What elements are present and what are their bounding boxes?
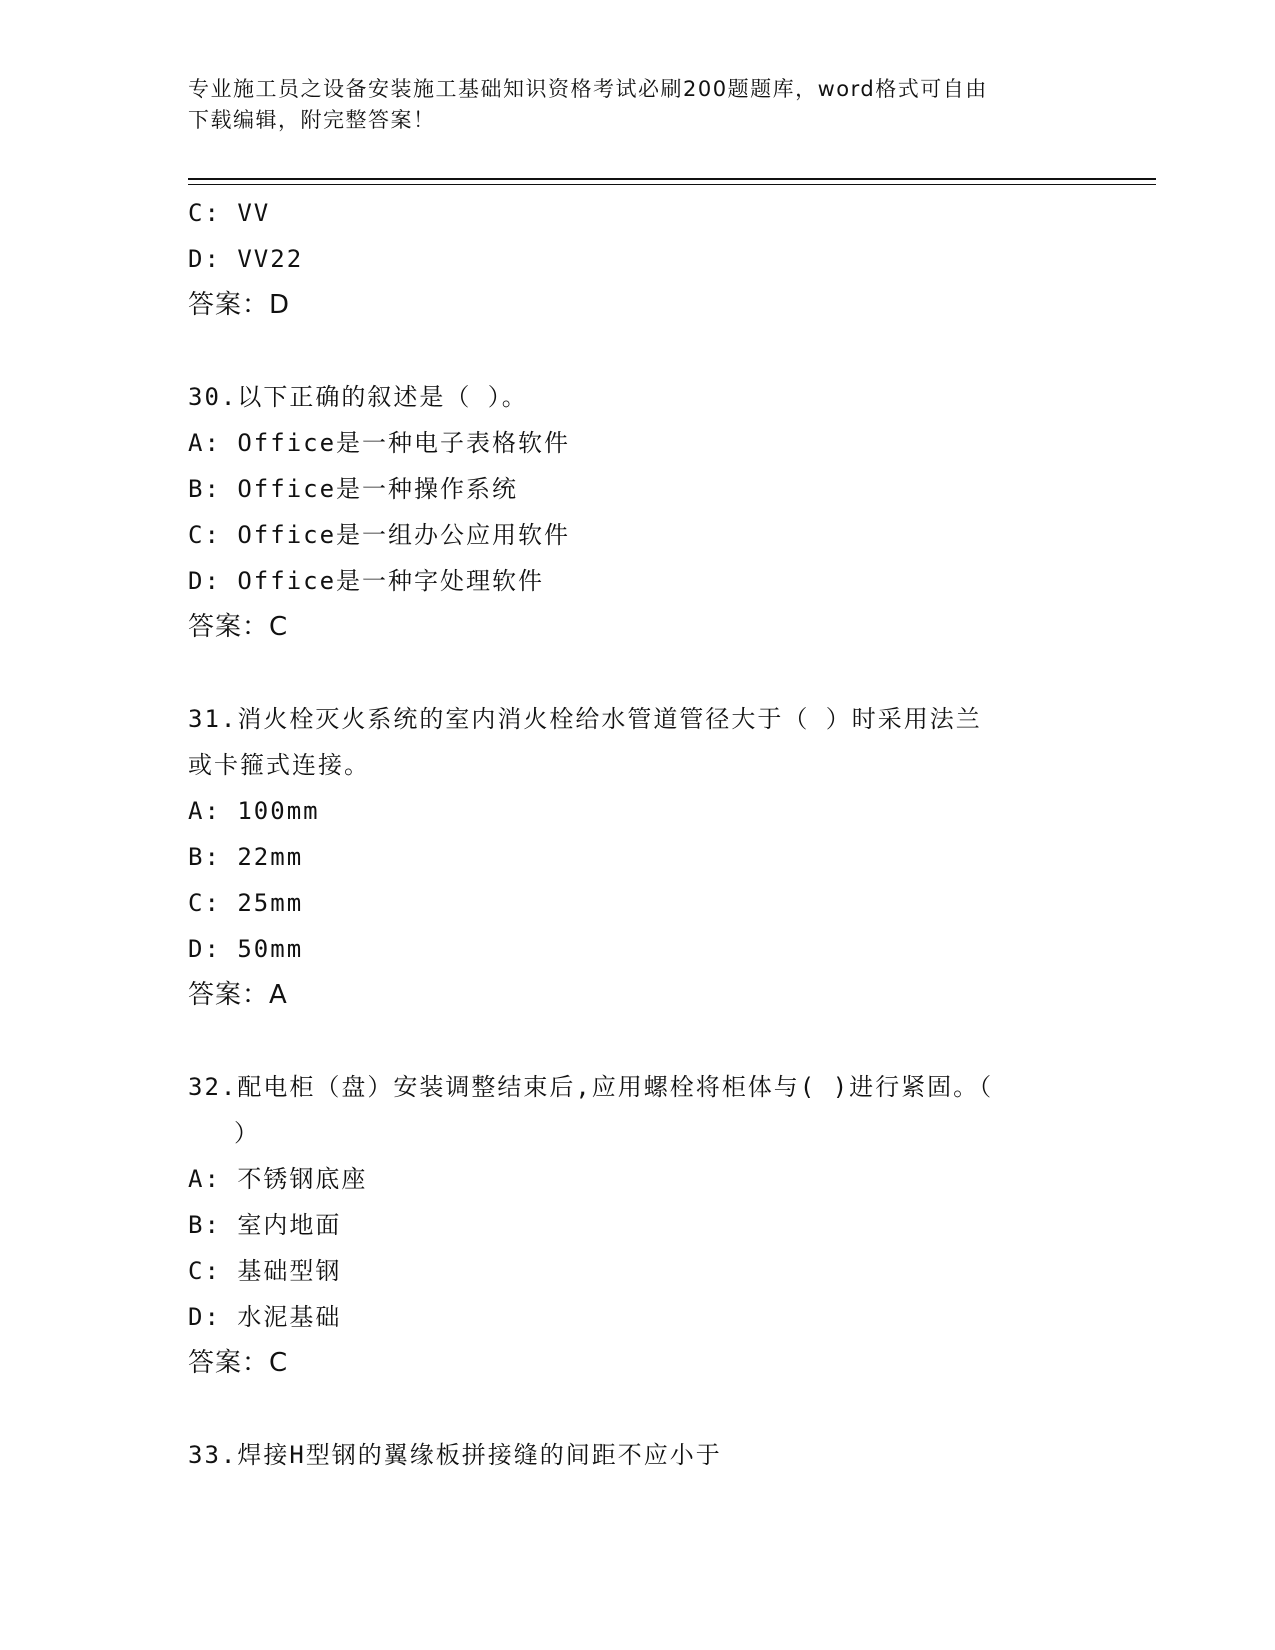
question-list [188, 190, 1088, 1478]
option-a: A: 不锈钢底座 [188, 1165, 368, 1193]
document-header [188, 74, 1068, 136]
spacer [188, 1386, 1088, 1432]
option-d: D: Office是一种字处理软件 [188, 567, 545, 595]
header-title-line-1: 专业施工员之设备安装施工基础知识资格考试必刷200题题库，word格式可自由 [188, 77, 988, 101]
option-d: D: VV22 [188, 245, 304, 273]
answer-label: 答案：C [188, 1348, 289, 1378]
option-a: A: Office是一种电子表格软件 [188, 429, 571, 457]
answer-label: 答案：D [188, 290, 291, 320]
spacer [188, 650, 1088, 696]
question-stem: 33.焊接H型钢的翼缘板拼接缝的间距不应小于 [188, 1441, 722, 1469]
question-stem-line-1: 31.消火栓灭火系统的室内消火栓给水管道管径大于（ ）时采用法兰 [188, 705, 982, 733]
answer-label: 答案：C [188, 612, 289, 642]
header-title-line-2: 下载编辑，附完整答案！ [188, 108, 436, 132]
option-c: C: 25mm [188, 889, 304, 917]
question-stem-line-1: 32.配电柜（盘）安装调整结束后,应用螺栓将柜体与( )进行紧固。（ [188, 1073, 994, 1101]
option-b: B: Office是一种操作系统 [188, 475, 519, 503]
option-c: C: Office是一组办公应用软件 [188, 521, 571, 549]
answer-label: 答案：A [188, 980, 288, 1010]
option-d: D: 水泥基础 [188, 1303, 342, 1331]
question-stem: 30.以下正确的叙述是（ ）。 [188, 383, 528, 411]
header-divider [188, 178, 1156, 185]
question-stem-line-2: ） [234, 1119, 260, 1147]
option-b: B: 室内地面 [188, 1211, 342, 1239]
spacer [188, 328, 1088, 374]
option-a: A: 100mm [188, 797, 320, 825]
option-b: B: 22mm [188, 843, 304, 871]
spacer [188, 1018, 1088, 1064]
option-d: D: 50mm [188, 935, 304, 963]
option-c: C: 基础型钢 [188, 1257, 342, 1285]
option-c: C: VV [188, 199, 271, 227]
question-stem-line-2: 或卡箍式连接。 [188, 751, 370, 779]
